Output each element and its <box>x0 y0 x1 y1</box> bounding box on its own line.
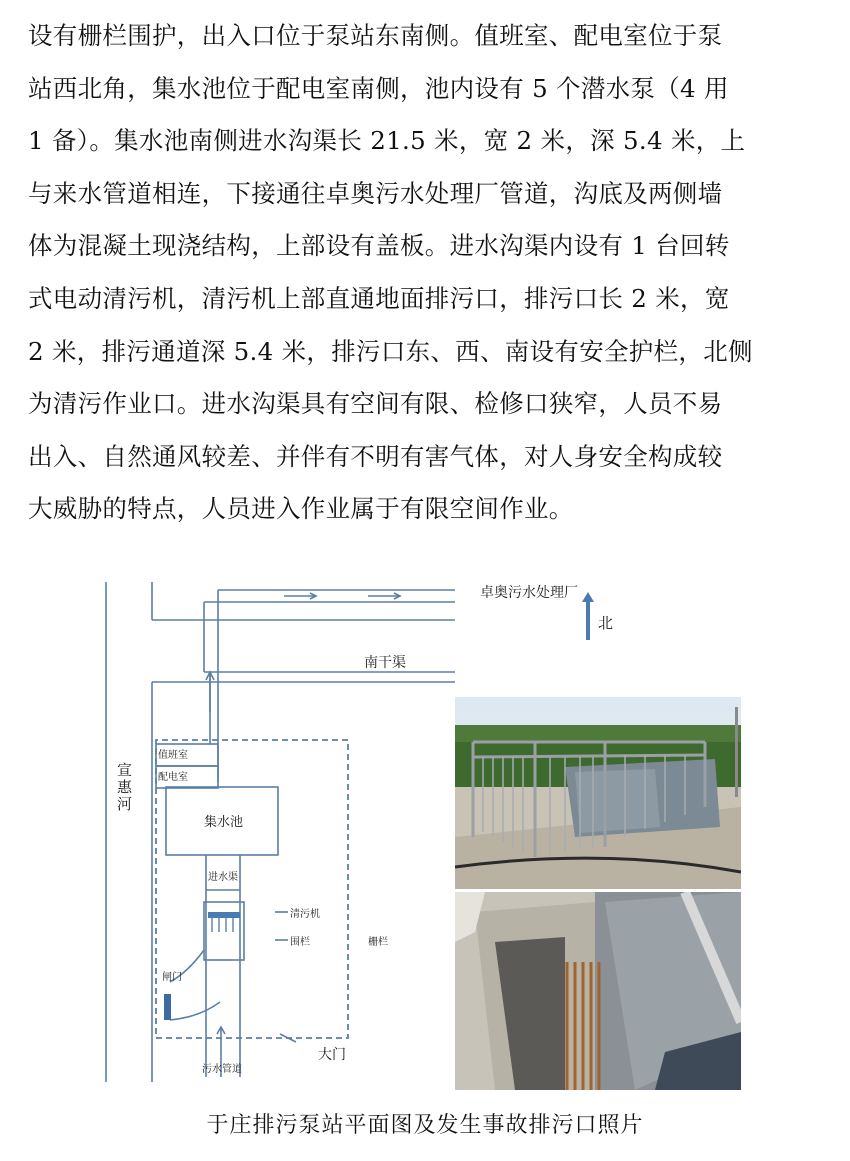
paragraph-line: 站西北角，集水池位于配电室南侧，池内设有 5 个潜水泵（4 用 <box>28 73 729 103</box>
paragraph-line: 为清污作业口。进水沟渠具有空间有限、检修口狭窄，人员不易 <box>28 389 723 419</box>
sump-label: 集水池 <box>204 815 244 830</box>
river-label: 宣惠河 <box>115 762 133 813</box>
north-arrow-icon <box>582 592 594 640</box>
power-room-label: 配电室 <box>158 772 188 783</box>
paragraph-line: 大威胁的特点，人员进入作业属于有限空间作业。 <box>28 494 574 524</box>
north-label: 北 <box>598 614 614 632</box>
gate-label: 闸门 <box>162 972 182 983</box>
paragraph-line: 出入、自然通风较差、并伴有不明有害气体，对人身安全构成较 <box>28 441 723 471</box>
figure-caption: 于庄排污泵站平面图及发生事故排污口照片 <box>206 1113 644 1138</box>
channel-label: 进水渠 <box>208 872 238 883</box>
site-plan-lines <box>100 572 455 1092</box>
inflow-pipe-label: 污水管道 <box>202 1064 242 1075</box>
paragraph-line: 体为混凝土现浇结构，上部设有盖板。进水沟渠内设有 1 台回转 <box>28 231 730 261</box>
plant-label: 卓奥污水处理厂 <box>480 585 578 601</box>
guardrail-label: 围栏 <box>290 937 310 948</box>
photo-channel-interior <box>455 892 741 1090</box>
fence-label: 栅栏 <box>368 937 388 948</box>
paragraph-line: 与来水管道相连，下接通往卓奥污水处理厂管道，沟底及两侧墙 <box>28 178 723 208</box>
duty-room-label: 值班室 <box>158 750 188 761</box>
site-plan-diagram <box>100 572 578 1092</box>
canal-label: 南干渠 <box>364 655 406 671</box>
paragraph-line: 2 米，排污通道深 5.4 米，排污口东、西、南设有安全护栏，北侧 <box>28 336 753 366</box>
body-paragraph <box>28 10 828 536</box>
cleaner-label: 清污机 <box>290 909 320 920</box>
photo-guardrail <box>455 697 741 889</box>
paragraph-line: 1 备）。集水池南侧进水沟渠长 21.5 米，宽 2 米，深 5.4 米，上 <box>28 126 746 156</box>
paragraph-line: 式电动清污机，清污机上部直通地面排污口，排污口长 2 米，宽 <box>28 283 730 313</box>
main-gate-label: 大门 <box>318 1047 346 1063</box>
paragraph-line: 设有栅栏围护，出入口位于泵站东南侧。值班室、配电室位于泵 <box>28 21 723 50</box>
